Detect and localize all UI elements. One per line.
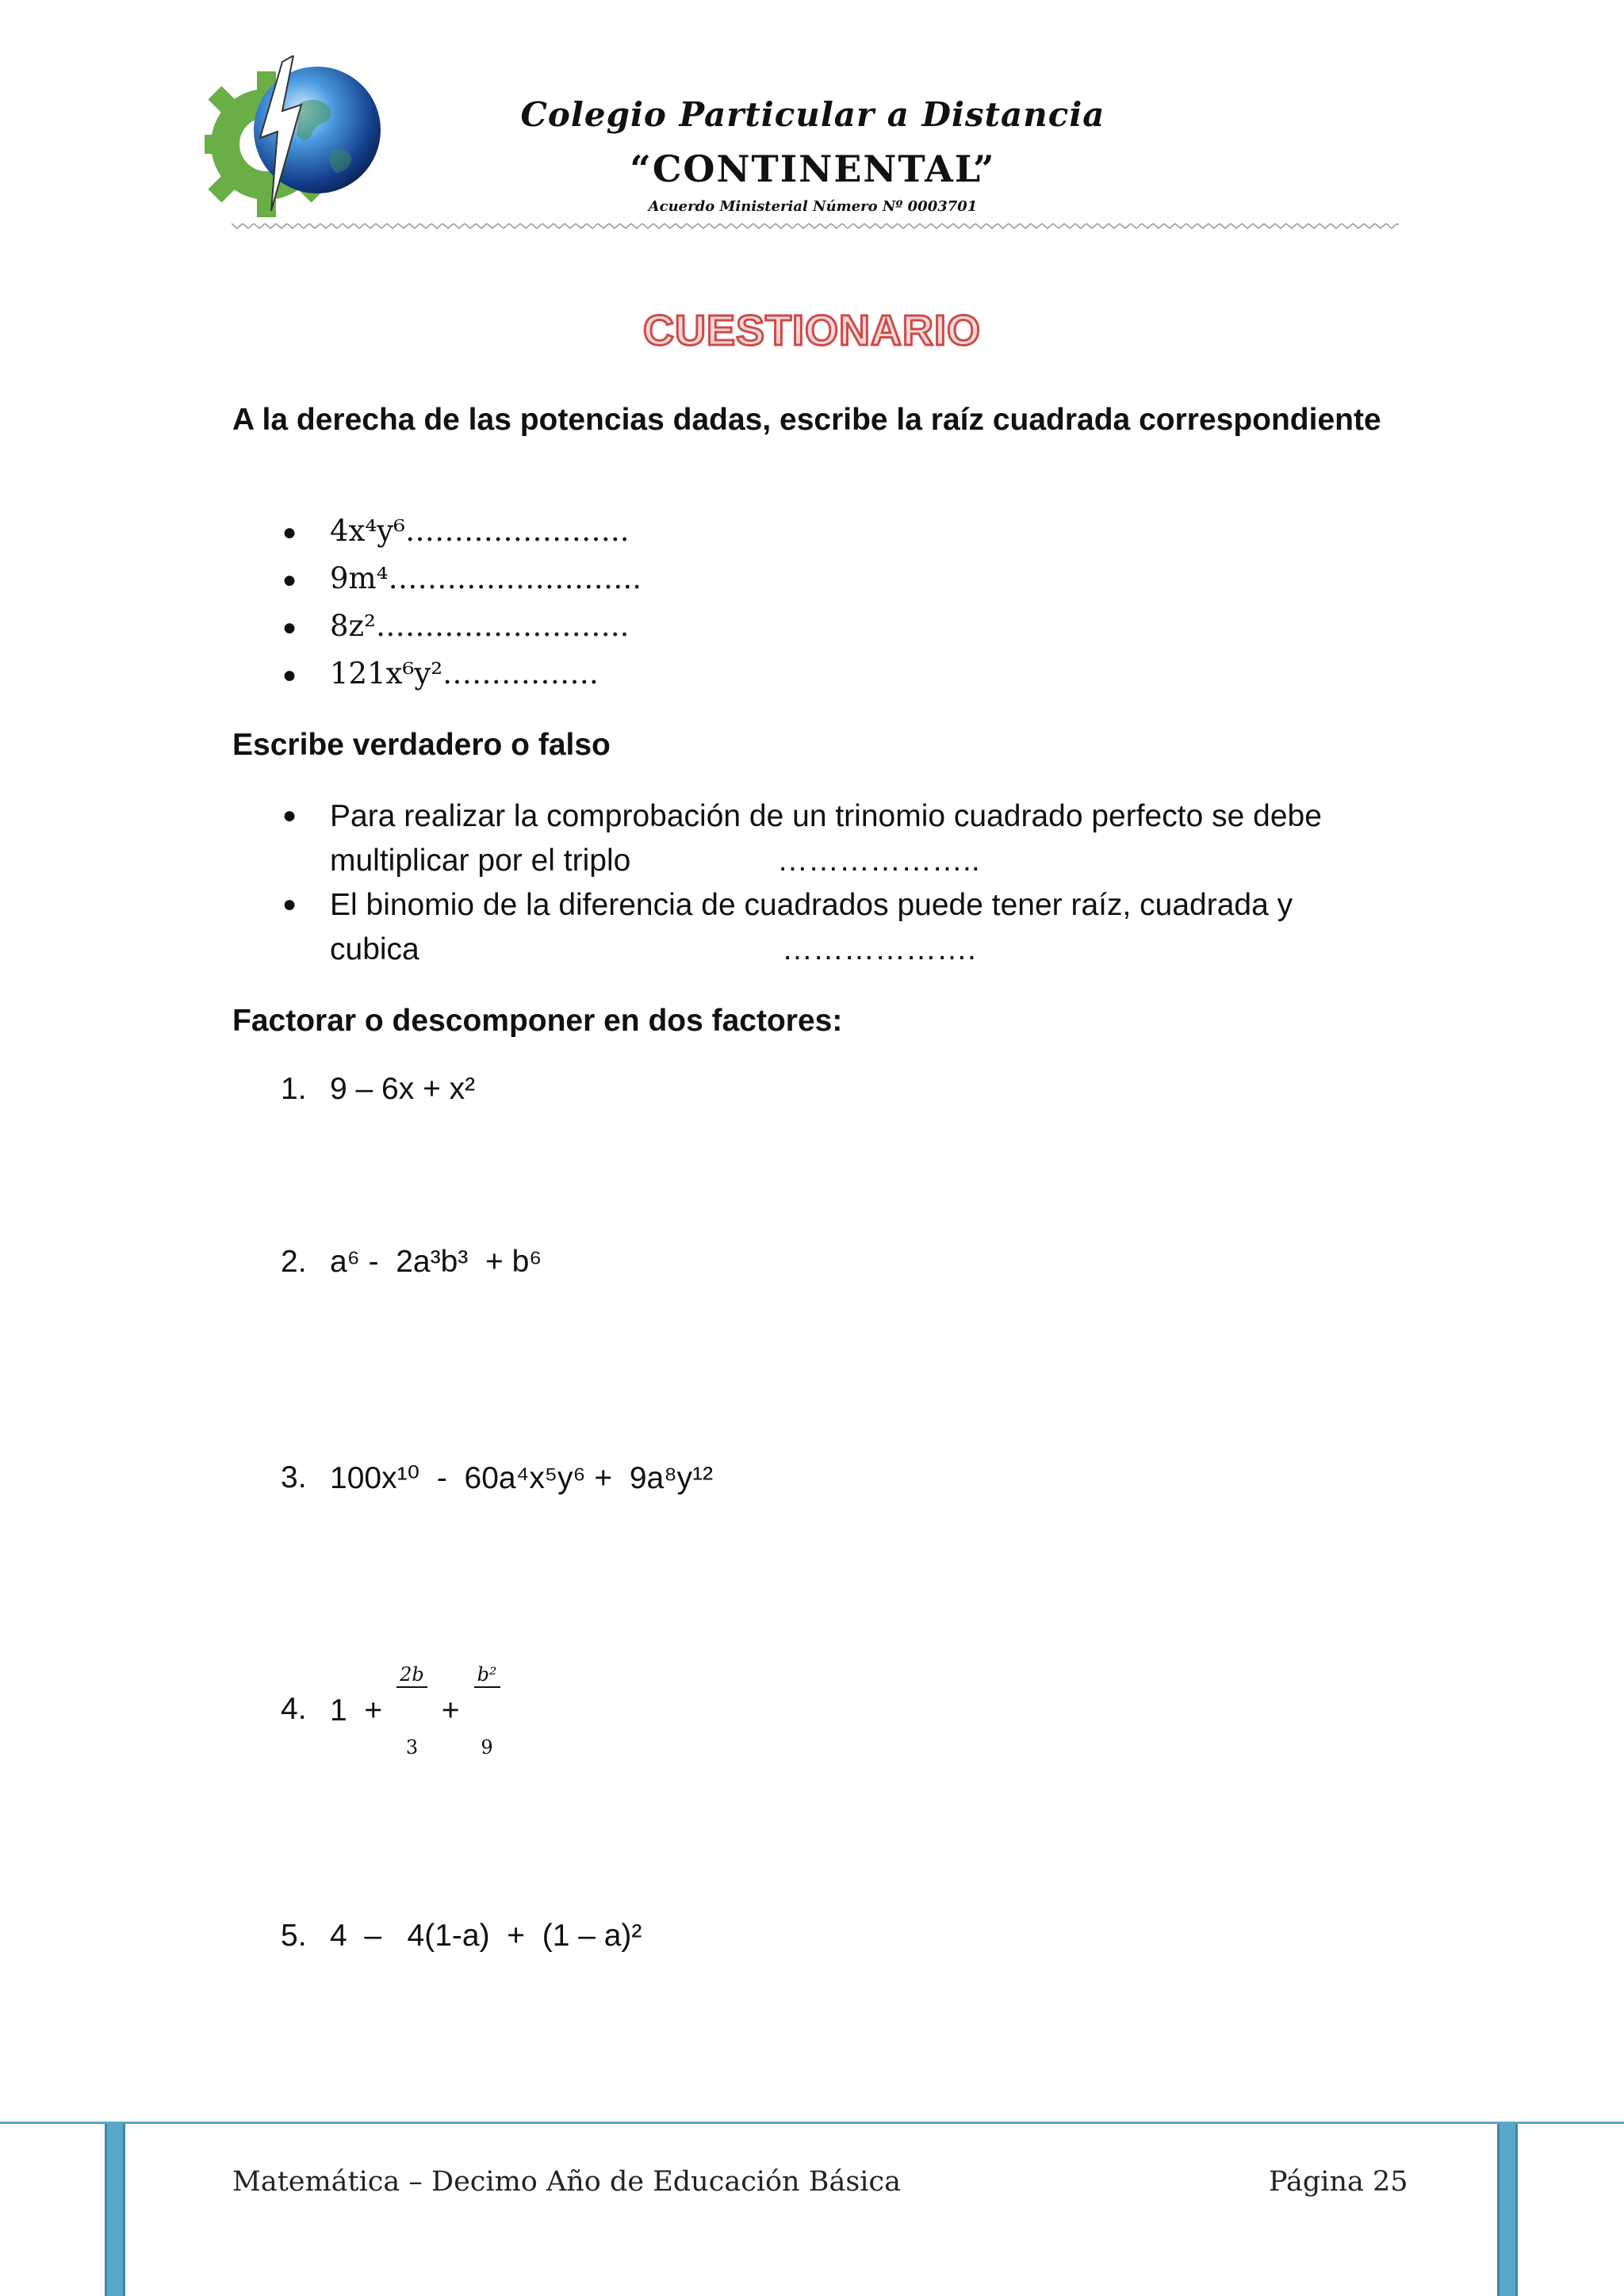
exercise-expression: 4 – 4(1-a) + (1 – a)² bbox=[330, 1919, 642, 1953]
fraction-numerator: 2b bbox=[396, 1663, 427, 1688]
exercise-expression: 100x¹⁰ - 60a⁴x⁵y⁶ + 9a⁸y¹² bbox=[330, 1461, 714, 1495]
statement-line: cubica bbox=[330, 932, 419, 966]
exercise-number: 4. bbox=[281, 1692, 307, 1726]
bullet-icon: ● bbox=[282, 614, 297, 641]
bullet-icon: ● bbox=[282, 802, 297, 828]
expr-start: 1 + bbox=[330, 1693, 383, 1728]
exercise-expression bbox=[330, 1663, 505, 1758]
ministerial-agreement: Acuerdo Ministerial Número Nº 0003701 bbox=[648, 198, 978, 215]
list-item: 8z²…………………….. bbox=[330, 609, 630, 643]
exercise-number: 2. bbox=[281, 1245, 307, 1279]
exercise-number: 3. bbox=[281, 1460, 307, 1494]
fraction-denominator: 9 bbox=[481, 1736, 493, 1758]
footer-accent-bar bbox=[1497, 2124, 1518, 2296]
statement-line: El binomio de la diferencia de cuadrados puede tener raíz, cuadrada y bbox=[330, 888, 1293, 922]
header-divider bbox=[232, 220, 1399, 232]
footer-divider bbox=[0, 2122, 1624, 2124]
fraction-denominator: 3 bbox=[405, 1736, 419, 1758]
page-number: Página 25 bbox=[1269, 2166, 1408, 2198]
exercise-expression: a⁶ - 2a³b³ + b⁶ bbox=[330, 1245, 542, 1279]
list-item: 9m⁴…………………….. bbox=[330, 561, 642, 595]
fraction bbox=[474, 1615, 500, 1807]
exercise-expression: 9 – 6x + x² bbox=[330, 1072, 476, 1106]
school-logo bbox=[205, 55, 392, 219]
quiz-title: CUESTIONARIO bbox=[642, 307, 982, 354]
statement-line: Para realizar la comprobación de un trinomio cuadrado perfecto se debe bbox=[330, 799, 1322, 833]
section-heading-square-roots: A la derecha de las potencias dadas, escribe la raíz cuadrada correspondiente bbox=[232, 403, 1381, 437]
bullet-icon: ● bbox=[282, 567, 297, 593]
section-heading-true-false: Escribe verdadero o falso bbox=[232, 728, 611, 762]
footer-subject: Matemática – Decimo Año de Educación Básica bbox=[232, 2166, 901, 2198]
plus-sign: + bbox=[441, 1693, 460, 1728]
list-item: 121x⁶y²……………. bbox=[330, 656, 599, 691]
bullet-icon: ● bbox=[282, 519, 297, 545]
exercise-number: 5. bbox=[281, 1919, 307, 1953]
exercise-number: 1. bbox=[281, 1072, 307, 1106]
answer-blank: ……………….. bbox=[777, 844, 980, 878]
bullet-icon: ● bbox=[282, 662, 297, 688]
answer-blank: ………………. bbox=[782, 932, 976, 966]
fraction bbox=[396, 1615, 427, 1807]
statement-line: multiplicar por el triplo bbox=[330, 844, 631, 878]
footer-accent-bar bbox=[105, 2124, 125, 2296]
school-name: Colegio Particular a Distancia bbox=[520, 95, 1105, 134]
fraction-numerator: b² bbox=[474, 1663, 500, 1688]
school-subtitle: “CONTINENTAL” bbox=[630, 147, 996, 190]
list-item: 4x⁴y⁶………………….. bbox=[330, 514, 630, 548]
section-heading-factoring: Factorar o descomponer en dos factores: bbox=[232, 1004, 843, 1038]
bullet-icon: ● bbox=[282, 891, 297, 917]
